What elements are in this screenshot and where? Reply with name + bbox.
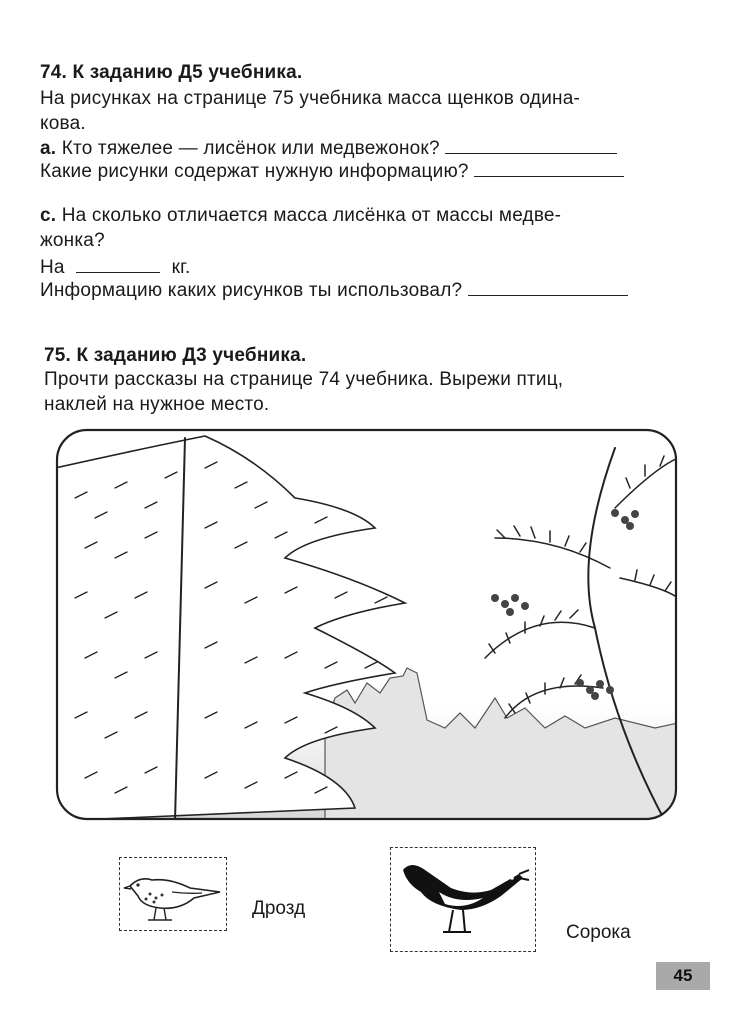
- item-a-letter: а.: [40, 138, 57, 159]
- task-74-intro-line2: кова.: [40, 113, 86, 134]
- item-a-question: Кто тяжелее — лисёнок или медвежонок?: [61, 138, 440, 159]
- thrush-cutout-card[interactable]: [119, 857, 227, 931]
- answer-prefix: На: [40, 257, 65, 278]
- task-74-item-c-followup: [40, 279, 628, 302]
- answer-blank-kg[interactable]: [76, 256, 160, 273]
- task-75-line1: Прочти рассказы на странице 74 учебника. Вырежи птиц,: [44, 369, 564, 390]
- answer-blank-c-followup[interactable]: [468, 279, 628, 296]
- item-c-followup-text: Информацию каких рисунков ты использовал?: [40, 280, 463, 301]
- task-74-item-a: [40, 137, 617, 160]
- item-c-letter: с.: [40, 205, 57, 226]
- answer-blank-a-followup[interactable]: [474, 160, 624, 177]
- task-74-heading: 74. К заданию Д5 учебника.: [40, 62, 303, 83]
- thrush-label: Дрозд: [252, 898, 306, 919]
- task-74-item-c: [40, 205, 561, 227]
- item-c-question-line1: На сколько отличается масса лисёнка от массы медве-: [61, 205, 562, 226]
- answer-blank-a[interactable]: [445, 137, 617, 154]
- thrush-icon: [120, 858, 226, 930]
- task-74-item-a-followup: [40, 160, 624, 183]
- item-a-followup-text: Какие рисунки содержат нужную информацию?: [40, 161, 469, 182]
- answer-unit: кг.: [171, 257, 191, 278]
- page-number: 45: [656, 962, 710, 990]
- task-75-heading: 75. К заданию Д3 учебника.: [44, 345, 307, 366]
- magpie-label: Сорока: [566, 922, 631, 943]
- task-74-intro-line1: На рисунках на странице 75 учебника масса щенков одина-: [40, 88, 580, 109]
- task-74-item-c-line2: жонка?: [40, 230, 105, 251]
- magpie-cutout-card[interactable]: [390, 847, 536, 952]
- magpie-icon: [391, 848, 535, 951]
- task-74-item-c-answer: [40, 256, 190, 279]
- forest-scene-illustration[interactable]: [55, 428, 678, 821]
- task-75-line2: наклей на нужное место.: [44, 394, 270, 415]
